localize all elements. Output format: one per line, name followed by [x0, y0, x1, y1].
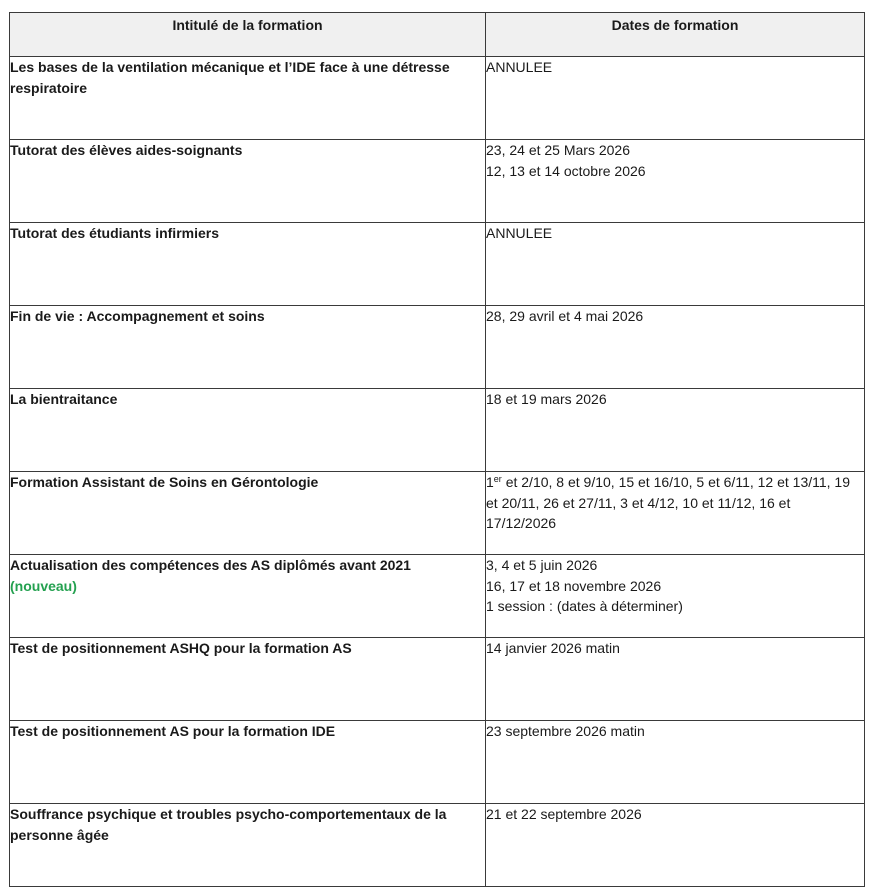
training-title: Souffrance psychique et troubles psycho-comportementaux de la personne âgée: [10, 804, 486, 887]
training-title: Actualisation des compétences des AS diplômés avant 2021: [10, 557, 411, 573]
table-row: [10, 57, 865, 140]
training-dates: [486, 638, 865, 721]
table-row: [10, 223, 865, 306]
date-line: 23, 24 et 25 Mars 2026: [486, 142, 630, 158]
ordinal-superscript: er: [493, 474, 502, 484]
training-dates: [486, 306, 865, 389]
date-line: 21 et 22 septembre 2026: [486, 806, 642, 822]
date-line: 12, 13 et 14 octobre 2026: [486, 162, 646, 179]
date-line: 14 janvier 2026 matin: [486, 640, 620, 656]
training-dates: [486, 57, 865, 140]
column-header-title: Intitulé de la formation: [10, 13, 486, 57]
column-header-dates: Dates de formation: [486, 13, 865, 57]
table-row: [10, 804, 865, 887]
date-first-number: 1: [486, 474, 494, 490]
date-line: 3, 4 et 5 juin 2026: [486, 557, 598, 573]
training-dates: [486, 140, 865, 223]
table-row: [10, 555, 865, 638]
date-rest: et 2/10, 8 et 9/10, 15 et 16/10, 5 et 6/11, 12 et 13/11, 19 et 20/11, 26 et 27/11, 3 et 4/12, 10 et 11/12, 16 et 17/12/2026: [486, 474, 851, 531]
table-row: [10, 389, 865, 472]
date-line: 1 session : (dates à déterminer): [486, 598, 683, 614]
table-row: [10, 472, 865, 555]
training-dates: [486, 721, 865, 804]
date-line: ANNULEE: [486, 59, 553, 75]
training-dates: [486, 389, 865, 472]
date-line: [486, 472, 864, 534]
date-line: 23 septembre 2026 matin: [486, 723, 645, 739]
date-line: 28, 29 avril et 4 mai 2026: [486, 308, 644, 324]
table-header-row: [10, 13, 865, 57]
training-schedule-table: [9, 12, 865, 887]
training-dates: [486, 223, 865, 306]
date-line: ANNULEE: [486, 225, 553, 241]
table-row: [10, 638, 865, 721]
training-dates: [486, 555, 865, 638]
date-line: 16, 17 et 18 novembre 2026: [486, 577, 662, 594]
training-title: Tutorat des étudiants infirmiers: [10, 223, 486, 306]
table-row: [10, 306, 865, 389]
training-dates: [486, 472, 865, 555]
training-title: Formation Assistant de Soins en Gérontologie: [10, 472, 486, 555]
training-title: Test de positionnement AS pour la formation IDE: [10, 721, 486, 804]
training-dates: [486, 804, 865, 887]
table-row: [10, 721, 865, 804]
training-title: Les bases de la ventilation mécanique et l’IDE face à une détresse respiratoire: [10, 57, 486, 140]
training-title: Test de positionnement ASHQ pour la formation AS: [10, 638, 486, 721]
training-title-cell: [10, 555, 486, 638]
table-row: [10, 140, 865, 223]
training-title: Fin de vie : Accompagnement et soins: [10, 306, 486, 389]
date-line: 18 et 19 mars 2026: [486, 391, 607, 407]
new-badge: (nouveau): [10, 577, 77, 594]
training-title: Tutorat des élèves aides-soignants: [10, 140, 486, 223]
training-title: La bientraitance: [10, 389, 486, 472]
